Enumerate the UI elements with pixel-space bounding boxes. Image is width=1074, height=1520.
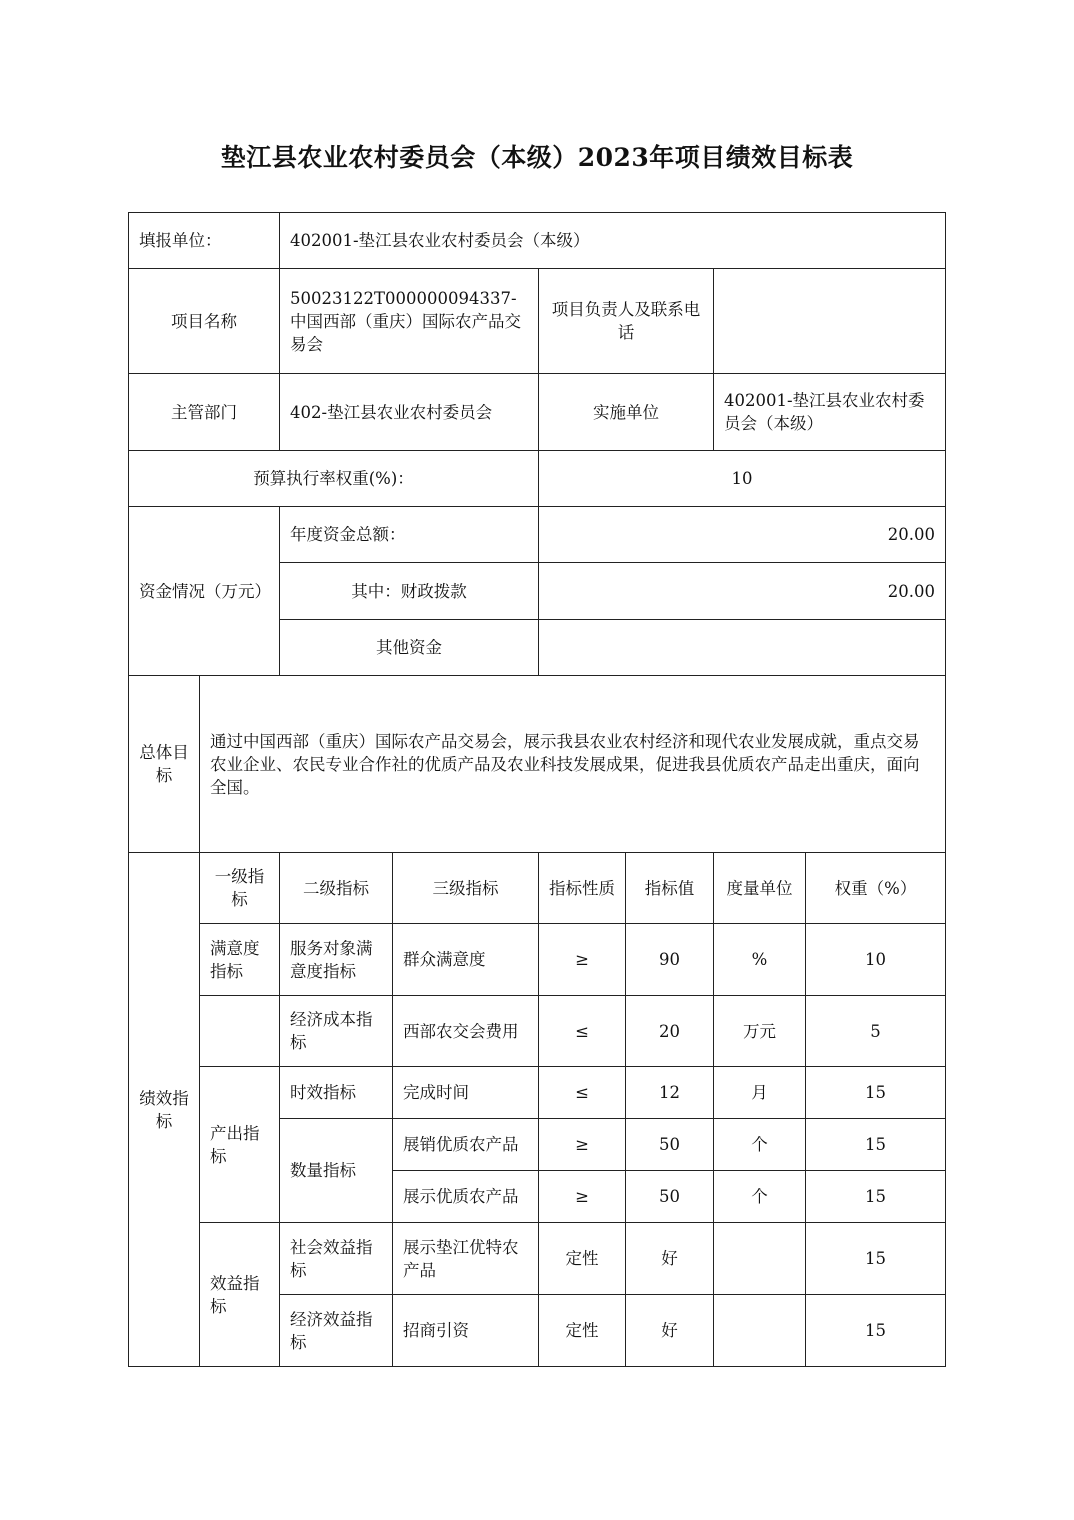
contact-value (714, 269, 946, 374)
unit-cell (714, 1295, 806, 1367)
nature-cell: 定性 (539, 1295, 626, 1367)
level3-cell: 展销优质农产品 (393, 1119, 539, 1171)
weight-cell: 15 (806, 1171, 946, 1223)
level1-satisfaction: 满意度指标 (200, 924, 280, 996)
table-row (129, 996, 946, 1067)
impl-unit-label: 实施单位 (539, 374, 714, 451)
budget-rate-value: 10 (539, 451, 946, 507)
header-level2: 二级指标 (280, 853, 393, 924)
nature-cell: ≥ (539, 924, 626, 996)
funds-total-label: 年度资金总额： (280, 507, 539, 563)
value-cell: 好 (626, 1295, 714, 1367)
level2-cell: 服务对象满意度指标 (280, 924, 393, 996)
overall-goal-label: 总体目标 (129, 676, 200, 853)
performance-target-table (128, 212, 946, 1367)
value-cell: 好 (626, 1223, 714, 1295)
table-row (129, 924, 946, 996)
unit-cell (714, 1223, 806, 1295)
level2-cell: 经济成本指标 (280, 996, 393, 1067)
page-title: 垫江县农业农村委员会（本级）2023年项目绩效目标表 (220, 143, 854, 172)
funds-total-value: 20.00 (539, 507, 946, 563)
header-unit: 度量单位 (714, 853, 806, 924)
contact-label: 项目负责人及联系电话 (539, 269, 714, 374)
fill-unit-value: 402001-垫江县农业农村委员会（本级） (280, 213, 946, 269)
project-name-value: 50023122T000000094337-中国西部（重庆）国际农产品交易会 (280, 269, 539, 374)
level2-cell: 经济效益指标 (280, 1295, 393, 1367)
unit-cell: 万元 (714, 996, 806, 1067)
value-cell: 50 (626, 1119, 714, 1171)
level2-cell: 时效指标 (280, 1067, 393, 1119)
table-row (129, 1223, 946, 1295)
value-cell: 50 (626, 1171, 714, 1223)
header-level3: 三级指标 (393, 853, 539, 924)
fill-unit-label: 填报单位： (129, 213, 280, 269)
header-nature: 指标性质 (539, 853, 626, 924)
weight-cell: 15 (806, 1223, 946, 1295)
unit-cell: 个 (714, 1171, 806, 1223)
level3-cell: 展示垫江优特农产品 (393, 1223, 539, 1295)
budget-rate-label: 预算执行率权重(%)： (129, 451, 539, 507)
nature-cell: ≥ (539, 1119, 626, 1171)
level3-cell: 招商引资 (393, 1295, 539, 1367)
header-level1: 一级指标 (200, 853, 280, 924)
level1-benefit: 效益指标 (200, 1223, 280, 1367)
impl-unit-value: 402001-垫江县农业农村委员会（本级） (714, 374, 946, 451)
header-weight: 权重（%） (806, 853, 946, 924)
funds-fiscal-label: 其中：财政拨款 (280, 563, 539, 620)
funds-other-label: 其他资金 (280, 620, 539, 676)
level3-cell: 西部农交会费用 (393, 996, 539, 1067)
nature-cell: 定性 (539, 1223, 626, 1295)
nature-cell: ≥ (539, 1171, 626, 1223)
project-name-label: 项目名称 (129, 269, 280, 374)
dept-label: 主管部门 (129, 374, 280, 451)
funds-label: 资金情况（万元） (129, 507, 280, 676)
dept-value: 402-垫江县农业农村委员会 (280, 374, 539, 451)
level3-cell: 完成时间 (393, 1067, 539, 1119)
level3-cell: 群众满意度 (393, 924, 539, 996)
nature-cell: ≤ (539, 996, 626, 1067)
weight-cell: 15 (806, 1119, 946, 1171)
weight-cell: 5 (806, 996, 946, 1067)
level1-empty (200, 996, 280, 1067)
funds-fiscal-value: 20.00 (539, 563, 946, 620)
unit-cell: 月 (714, 1067, 806, 1119)
funds-other-value (539, 620, 946, 676)
level2-cell: 数量指标 (280, 1119, 393, 1223)
overall-goal-text: 通过中国西部（重庆）国际农产品交易会，展示我县农业农村经济和现代农业发展成就，重点交易农业企业、农民专业合作社的优质产品及农业科技发展成果，促进我县优质农产品走出重庆，面向全国。 (200, 676, 946, 853)
weight-cell: 10 (806, 924, 946, 996)
level3-cell: 展示优质农产品 (393, 1171, 539, 1223)
performance-indicators-label: 绩效指标 (129, 853, 200, 1367)
level1-output: 产出指标 (200, 1067, 280, 1223)
unit-cell: % (714, 924, 806, 996)
unit-cell: 个 (714, 1119, 806, 1171)
weight-cell: 15 (806, 1067, 946, 1119)
level2-cell: 社会效益指标 (280, 1223, 393, 1295)
nature-cell: ≤ (539, 1067, 626, 1119)
header-value: 指标值 (626, 853, 714, 924)
table-row (129, 1067, 946, 1119)
value-cell: 12 (626, 1067, 714, 1119)
weight-cell: 15 (806, 1295, 946, 1367)
value-cell: 90 (626, 924, 714, 996)
value-cell: 20 (626, 996, 714, 1067)
